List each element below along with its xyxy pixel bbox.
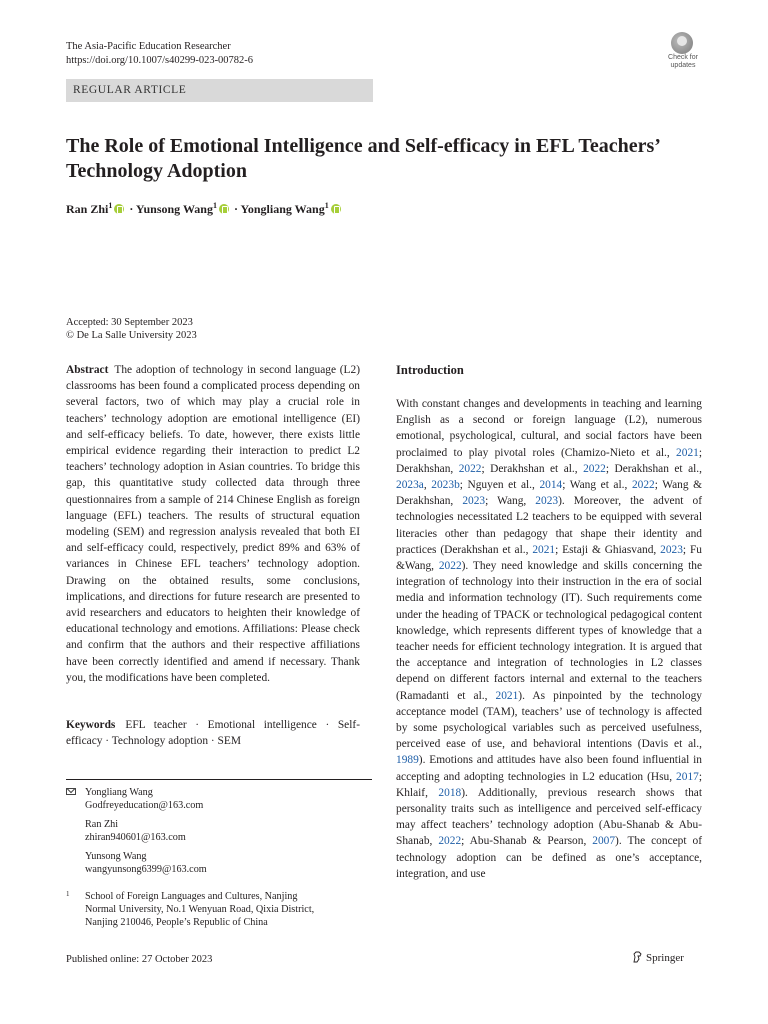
citation-link[interactable]: 1989 [396, 754, 419, 767]
orcid-icon[interactable] [219, 204, 229, 214]
citation-link[interactable]: 2023a [396, 479, 424, 492]
article-type-banner [66, 79, 373, 102]
article-type: REGULAR ARTICLE [73, 84, 187, 96]
citation-link[interactable]: 2022 [458, 462, 482, 475]
copyright-line: © De La Salle University 2023 [66, 330, 197, 341]
citation-link[interactable]: 2022 [438, 835, 462, 848]
body-text: ; Wang et al., [562, 479, 632, 492]
affiliation-line: Nanjing 210046, People’s Republic of China [85, 917, 268, 928]
body-text: ; Khlaif, [396, 770, 702, 799]
body-text: ; Wang & Derakhshan, [396, 479, 702, 508]
body-text: ; Derakhshan et al., [605, 462, 702, 475]
publisher-logo [632, 951, 684, 964]
keywords-text: EFL teacher · Emotional intelligence · Self-efficacy · Technology adoption · SEM [66, 719, 360, 748]
citation-link[interactable]: 2022 [438, 560, 462, 573]
introduction-body [396, 396, 702, 882]
body-text: ; Estaji & Ghiasvand, [555, 543, 661, 556]
body-text: With constant changes and developments in teaching and learning English as a second or foreign language (L2), numerous emotional, psychological, cultural, and social factors have been proclaimed to play pivotal roles (Chamizo-Nieto et al., [396, 398, 702, 459]
author-name[interactable]: Yunsong Wang [135, 202, 213, 216]
body-text: ; Derakhshan, [396, 446, 702, 475]
citation-link[interactable]: 2018 [438, 786, 462, 799]
affiliation-number: 1 [66, 890, 70, 898]
contact-email[interactable]: zhiran940601@163.com [85, 832, 186, 843]
abstract-label: Abstract [66, 364, 109, 376]
contact-name: Ran Zhi [85, 819, 119, 830]
author-separator: · [230, 202, 241, 216]
author-list [66, 201, 343, 217]
affiliation-address [85, 890, 314, 929]
accepted-date: Accepted: 30 September 2023 [66, 317, 193, 328]
affiliation-line: School of Foreign Languages and Cultures, Nanjing [85, 891, 298, 902]
article-title: The Role of Emotional Intelligence and Self-efficacy in EFL Teachers’ Technology Adoption [66, 135, 660, 182]
check-updates-label: Check for updates [668, 54, 698, 69]
contact-entry [85, 818, 186, 844]
body-text: ; Nguyen et al., [459, 479, 540, 492]
citation-link[interactable]: 2023 [462, 495, 486, 508]
envelope-icon [66, 788, 76, 795]
citation-link[interactable]: 2021 [495, 689, 519, 702]
body-text: ; Fu &Wang, [396, 543, 702, 573]
orcid-icon[interactable] [114, 204, 124, 214]
keywords-label: Keywords [66, 719, 116, 731]
author-affiliation-mark: 1 [212, 201, 217, 210]
citation-link[interactable]: 2007 [592, 835, 616, 848]
contact-name: Yunsong Wang [85, 851, 147, 862]
author-affiliation-mark: 1 [108, 201, 113, 210]
body-text: ). As pinpointed by the technology acceptance model (TAM), teachers’ use of technology is affected by some psychological variables such as perceived usefulness, perceived ease of use, and behavioral intentions (Davis et al., [396, 689, 702, 751]
body-text: ). They need knowledge and skills concerning the integration of technology into their instruction in the era of social media and information technology (IT). Such requirements come under the heading of TPACK or technological pedagogical content knowledge, which represents different types of knowledge that a teacher needs for efficient technology integration. It is argued that the acceptance and integration of technologies in L2 classes depend on different factors internal and external to the teachers (Ramadanti et al., [396, 560, 702, 702]
citation-link[interactable]: 2023b [431, 479, 460, 492]
abstract-text: The adoption of technology in second language (L2) classrooms has been found a complicated process depending on several factors, two of which may play a crucial role in teachers’ technology adoption are emotional intelligence (EI) and self-efficacy beliefs. To date, however, there exists little empirical evidence regarding their interaction to predict L2 teachers’ technology adoption in Asian countries. To bridge this gap, this quantitative study collected data through three questionnaires from a sample of 214 Chinese English as foreign language (EFL) teachers. The results of structural equation modeling (SEM) and regression analysis revealed that both EI and self-efficacy could, respectively, predict 89% and 63% of variances in Chinese EFL teachers’ technology adoption. Drawing on the obtained results, some conclusions, implications, and directions for future research are presented to avid researchers and educators to heighten their knowledge of educational technology and emotions. Affiliations: Please check and confirm that the authors and their respective affiliations have been correctly identified and amend if necessary. Thank you, the modifications have been completed. [66, 364, 360, 684]
published-date: Published online: 27 October 2023 [66, 954, 213, 965]
body-text: ). Moreover, the advent of technologies necessitated L2 teachers to be equipped with several literacies other than pedagogy that shape their identity and practices (Derakhshan et al., [396, 495, 702, 556]
introduction-heading: Introduction [396, 363, 464, 377]
citation-link[interactable]: 2022 [583, 462, 606, 475]
citation-link[interactable]: 2022 [631, 479, 655, 492]
citation-link[interactable]: 2021 [532, 543, 556, 556]
body-text: ). The concept of technology adoption can be defined as one’s acceptance, integration, and use [396, 835, 703, 880]
check-for-updates-badge[interactable] [664, 32, 702, 72]
footnote-divider [66, 779, 372, 780]
journal-header [66, 40, 253, 68]
doi-link[interactable]: https://doi.org/10.1007/s40299-023-00782-6 [66, 55, 254, 66]
contact-entry [85, 850, 207, 876]
author-name[interactable]: Ran Zhi [66, 202, 109, 216]
body-text: , [423, 479, 432, 492]
springer-horse-icon [632, 951, 643, 963]
author-name[interactable]: Yongliang Wang [240, 202, 325, 216]
abstract [66, 362, 360, 686]
contact-entry [85, 786, 203, 812]
citation-link[interactable]: 2023 [535, 495, 559, 508]
article-dates [66, 316, 197, 342]
citation-link[interactable]: 2021 [676, 446, 699, 459]
author-separator: · [126, 202, 136, 216]
citation-link[interactable]: 2014 [539, 479, 563, 492]
body-text: ; Derakhshan et al., [481, 462, 584, 475]
affiliation-line: Normal University, No.1 Wenyuan Road, Qixia District, [85, 904, 315, 915]
keywords [66, 717, 360, 749]
author-affiliation-mark: 1 [324, 201, 329, 210]
body-text: ). Additionally, previous research shows that personality traits such as intelligence and perceived self-efficacy may affect teachers’ technology adoption (Abu-Shanab & Abu-Shanab, [396, 786, 702, 848]
body-text: ; Wang, [485, 495, 536, 508]
citation-link[interactable]: 2017 [676, 770, 699, 783]
publisher-name: Springer [646, 952, 684, 964]
orcid-icon[interactable] [331, 204, 341, 214]
body-text: ; Abu-Shanab & Pearson, [461, 835, 593, 848]
citation-link[interactable]: 2023 [660, 543, 683, 556]
contact-email[interactable]: wangyunsong6399@163.com [85, 864, 207, 875]
contact-name: Yongliang Wang [85, 787, 153, 798]
journal-name: The Asia-Pacific Education Researcher [66, 41, 231, 52]
contact-email[interactable]: Godfreyeducation@163.com [85, 800, 204, 811]
check-updates-icon [671, 32, 693, 54]
body-text: ). Emotions and attitudes have also been found influential in accepting and adopting technologies in L2 education (Hsu, [396, 754, 702, 783]
